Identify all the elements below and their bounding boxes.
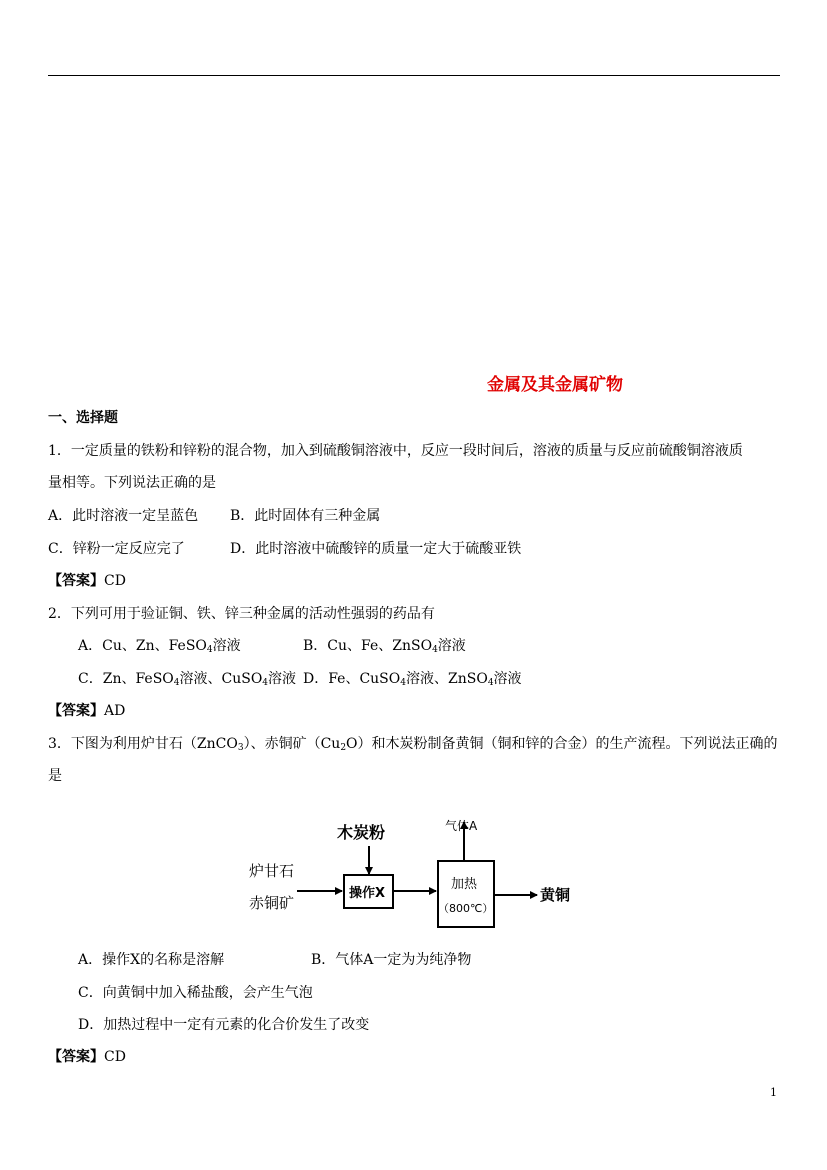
- heating-temperature: （800℃）: [438, 902, 494, 915]
- answer-value: CD: [104, 1049, 126, 1065]
- q3-option-b: B．气体A一定为为纯净物: [311, 952, 472, 968]
- q3-option-d: D．加热过程中一定有元素的化合价发生了改变: [78, 1017, 370, 1033]
- q1-option-c: C．锌粉一定反应完了: [48, 541, 185, 557]
- answer-label: 【答案】: [48, 573, 104, 589]
- q1-option-a: A．此时溶液一定呈蓝色: [48, 508, 199, 524]
- operation-x-label: 操作X: [349, 886, 386, 901]
- product-brass: 黄铜: [540, 886, 571, 904]
- q1-option-d: D．此时溶液中硫酸锌的质量一定大于硫酸亚铁: [230, 541, 522, 557]
- q2-option-d: D．Fe、CuSO$_4$溶液、ZnSO$_4$溶液: [303, 671, 522, 688]
- gas-a-label: 气体A: [445, 819, 478, 833]
- answer-label: 【答案】: [48, 1049, 104, 1065]
- answer-value: CD: [104, 573, 126, 589]
- section-heading: 一、选择题: [48, 410, 118, 426]
- q2-option-c: C．Zn、FeSO$_4$溶液、CuSO$_4$溶液: [78, 671, 297, 688]
- q2-option-b: B．Cu、Fe、ZnSO$_4$溶液: [303, 638, 466, 655]
- q3-answer: [48, 1047, 126, 1067]
- q2-option-a: A．Cu、Zn、FeSO$_4$溶液: [78, 638, 241, 655]
- q3-stem-line2: 是: [48, 768, 62, 784]
- q2-answer: [48, 701, 125, 721]
- page-number: 1: [770, 1086, 777, 1099]
- reagent-charcoal: 木炭粉: [337, 823, 386, 842]
- q3-option-a: A．操作X的名称是溶解: [78, 952, 225, 968]
- q1-stem-line1: 1．一定质量的铁粉和锌粉的混合物，加入到硫酸铜溶液中，反应一段时间后，溶液的质量与反应前硫酸铜溶液质: [48, 443, 743, 459]
- input-chitongkuang: 赤铜矿: [249, 894, 295, 912]
- q1-answer: [48, 571, 126, 591]
- q3-option-c: C．向黄铜中加入稀盐酸，会产生气泡: [78, 985, 313, 1001]
- q1-stem-line2: 量相等。下列说法正确的是: [48, 475, 216, 491]
- heating-box: [438, 861, 494, 927]
- answer-value: AD: [104, 703, 126, 719]
- answer-label: 【答案】: [48, 703, 104, 719]
- heating-label: 加热: [451, 877, 478, 892]
- q3-stem-line1: 3．下图为利用炉甘石（ZnCO$_3$）、赤铜矿$(Cu_2O)$和木炭粉制备黄铜（铜和锌的合金）的生产流程。下列说法正确的: [48, 736, 778, 753]
- process-flow-diagram: [245, 808, 585, 933]
- input-luganshi: 炉甘石: [249, 862, 295, 880]
- q2-stem: 2．下列可用于验证铜、铁、锌三种金属的活动性强弱的药品有: [48, 606, 435, 622]
- document-title: 金属及其金属矿物: [487, 375, 623, 395]
- q1-option-b: B．此时固体有三种金属: [230, 508, 381, 524]
- header-rule: [48, 75, 780, 76]
